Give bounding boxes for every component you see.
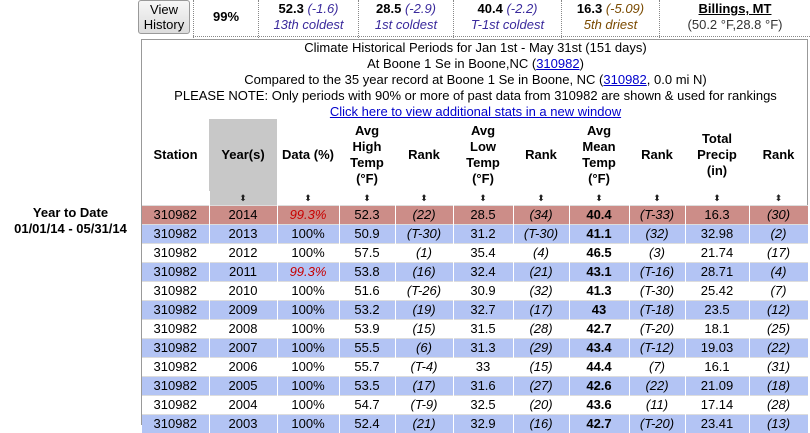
station-id-link[interactable]: 310982	[536, 56, 579, 71]
cell-total-precip: 16.1	[685, 358, 749, 377]
table-row	[142, 415, 808, 433]
cell-rank-precip: (12)	[749, 301, 808, 320]
cell-data-pct: 100%	[277, 415, 339, 433]
column-header-rank-high[interactable]: Rank	[395, 119, 453, 191]
cell-avg-low: 32.7	[453, 301, 513, 320]
station-line	[141, 56, 810, 72]
period-title: Year to Date	[0, 205, 141, 221]
cell-rank-mean: (T-18)	[629, 301, 685, 320]
coverage-value: 99%	[194, 0, 258, 34]
cell-rank-mean: (T-20)	[629, 415, 685, 433]
cell-rank-low: (32)	[513, 282, 569, 301]
cell-rank-mean: (T-33)	[629, 206, 685, 225]
column-header-avg-mean[interactable]: Avg Mean Temp (°F)	[569, 119, 629, 191]
cell-years: 2012	[209, 244, 277, 263]
cell-avg-mean: 42.6	[569, 377, 629, 396]
cell-years: 2013	[209, 225, 277, 244]
table-row	[142, 244, 808, 263]
cell-years: 2006	[209, 358, 277, 377]
view-history-button[interactable]: View History	[138, 0, 190, 34]
column-header-rank-mean[interactable]: Rank	[629, 119, 685, 191]
cell-station: 310982	[142, 396, 209, 415]
cell-total-precip: 32.98	[685, 225, 749, 244]
cell-avg-low: 31.3	[453, 339, 513, 358]
cell-rank-precip: (25)	[749, 320, 808, 339]
stat-rank: 13th coldest	[259, 17, 358, 33]
cell-rank-mean: (T-30)	[629, 282, 685, 301]
cell-avg-mean: 46.5	[569, 244, 629, 263]
cell-rank-high: (17)	[395, 377, 453, 396]
cell-avg-low: 31.5	[453, 320, 513, 339]
cell-rank-low: (34)	[513, 206, 569, 225]
sort-arrows-icon[interactable]: ⬍	[595, 194, 603, 202]
period-dates: 01/01/14 - 05/31/14	[0, 221, 141, 237]
cell-rank-precip: (13)	[749, 415, 808, 433]
sort-arrows-icon[interactable]: ⬍	[363, 194, 371, 202]
table-row	[142, 396, 808, 415]
cell-rank-low: (16)	[513, 415, 569, 433]
coverage-cell	[194, 0, 258, 36]
cell-avg-low: 32.9	[453, 415, 513, 433]
record-text-end: , 0.0 mi N)	[647, 72, 707, 87]
sort-arrows-icon[interactable]: ⬍	[479, 194, 487, 202]
cell-rank-mean: (22)	[629, 377, 685, 396]
stat-rank: 1st coldest	[359, 17, 453, 33]
cell-avg-mean: 41.1	[569, 225, 629, 244]
cell-avg-low: 31.6	[453, 377, 513, 396]
stat-value: 40.4	[478, 1, 503, 16]
cell-data-pct: 100%	[277, 377, 339, 396]
cell-avg-mean: 44.4	[569, 358, 629, 377]
cell-avg-low: 33	[453, 358, 513, 377]
table-row	[142, 225, 808, 244]
stat-mean	[454, 0, 561, 36]
cell-rank-high: (21)	[395, 415, 453, 433]
cell-data-pct: 100%	[277, 339, 339, 358]
stat-anomaly: (-2.2)	[506, 1, 537, 16]
cell-data-pct: 100%	[277, 301, 339, 320]
column-header-avg-high[interactable]: Avg High Temp (°F)	[339, 119, 395, 191]
cell-data-pct: 100%	[277, 244, 339, 263]
table-row	[142, 206, 808, 225]
table-row	[142, 377, 808, 396]
stat-precip	[562, 0, 659, 36]
cell-total-precip: 23.5	[685, 301, 749, 320]
cell-avg-high: 52.3	[339, 206, 395, 225]
cell-station: 310982	[142, 206, 209, 225]
cell-years: 2011	[209, 263, 277, 282]
stat-rank: 5th driest	[562, 17, 659, 33]
cell-station: 310982	[142, 415, 209, 433]
cell-station: 310982	[142, 263, 209, 282]
record-text: Compared to the 35 year record at Boone 1 Se in Boone, NC (	[244, 72, 603, 87]
data-note: PLEASE NOTE: Only periods with 90% or more of past data from 310982 are shown & used for rankings	[141, 88, 810, 104]
station-text: At Boone 1 Se in Boone,NC (	[367, 56, 536, 71]
cell-total-precip: 18.1	[685, 320, 749, 339]
cell-rank-mean: (3)	[629, 244, 685, 263]
cell-avg-high: 53.5	[339, 377, 395, 396]
cell-rank-mean: (T-20)	[629, 320, 685, 339]
station-text-end: )	[580, 56, 584, 71]
cell-rank-mean: (11)	[629, 396, 685, 415]
cell-station: 310982	[142, 320, 209, 339]
stat-high	[259, 0, 358, 36]
cell-rank-low: (T-30)	[513, 225, 569, 244]
cell-station: 310982	[142, 377, 209, 396]
column-header-rank-low[interactable]: Rank	[513, 119, 569, 191]
cell-rank-high: (22)	[395, 206, 453, 225]
cell-avg-high: 53.9	[339, 320, 395, 339]
table-row	[142, 339, 808, 358]
cell-rank-precip: (28)	[749, 396, 808, 415]
cell-data-pct: 100%	[277, 282, 339, 301]
cell-avg-high: 54.7	[339, 396, 395, 415]
cell-rank-high: (T-4)	[395, 358, 453, 377]
cell-rank-precip: (7)	[749, 282, 808, 301]
stat-low	[359, 0, 453, 36]
cell-rank-precip: (22)	[749, 339, 808, 358]
cell-rank-low: (17)	[513, 301, 569, 320]
record-line	[141, 72, 810, 88]
sort-arrows-icon[interactable]: ⬍	[420, 194, 428, 202]
additional-stats-link[interactable]: Click here to view additional stats in a new window	[330, 104, 621, 119]
cell-avg-mean: 41.3	[569, 282, 629, 301]
cell-rank-low: (21)	[513, 263, 569, 282]
cell-total-precip: 19.03	[685, 339, 749, 358]
cell-rank-mean: (7)	[629, 358, 685, 377]
cell-rank-low: (15)	[513, 358, 569, 377]
cell-data-pct: 99.3%	[277, 206, 339, 225]
cell-rank-mean: (T-12)	[629, 339, 685, 358]
cell-avg-mean: 42.7	[569, 320, 629, 339]
cell-years: 2009	[209, 301, 277, 320]
cell-avg-high: 55.7	[339, 358, 395, 377]
cell-station: 310982	[142, 339, 209, 358]
cell-avg-high: 51.6	[339, 282, 395, 301]
cell-total-precip: 23.41	[685, 415, 749, 433]
compare-station	[660, 0, 810, 36]
cell-data-pct: 99.3%	[277, 263, 339, 282]
stat-value: 28.5	[376, 1, 401, 16]
cell-rank-high: (15)	[395, 320, 453, 339]
cell-rank-precip: (18)	[749, 377, 808, 396]
table-row	[142, 282, 808, 301]
sort-arrows-icon[interactable]: ⬍	[713, 194, 721, 202]
cell-rank-mean: (32)	[629, 225, 685, 244]
sort-arrows-icon[interactable]: ⬍	[537, 194, 545, 202]
compare-station-normals: (50.2 °F,28.8 °F)	[660, 17, 810, 33]
cell-avg-high: 50.9	[339, 225, 395, 244]
table-row	[142, 320, 808, 339]
cell-data-pct: 100%	[277, 358, 339, 377]
cell-avg-high: 52.4	[339, 415, 395, 433]
cell-rank-low: (28)	[513, 320, 569, 339]
stat-value: 16.3	[577, 1, 602, 16]
sort-arrows-icon[interactable]: ⬍	[653, 194, 661, 202]
cell-rank-precip: (31)	[749, 358, 808, 377]
sort-arrows-icon[interactable]: ⬍	[304, 194, 312, 202]
cell-rank-precip: (30)	[749, 206, 808, 225]
stat-rank: T-1st coldest	[454, 17, 561, 33]
column-header-data-pct[interactable]: Data (%)	[277, 119, 339, 191]
column-header-station[interactable]: Station	[142, 119, 209, 191]
table-row	[142, 263, 808, 282]
cell-data-pct: 100%	[277, 320, 339, 339]
cell-station: 310982	[142, 282, 209, 301]
cell-years: 2003	[209, 415, 277, 433]
column-header-rank-precip[interactable]: Rank	[749, 119, 808, 191]
summary-bar	[0, 0, 810, 36]
cell-total-precip: 21.74	[685, 244, 749, 263]
cell-data-pct: 100%	[277, 225, 339, 244]
record-station-link[interactable]: 310982	[603, 72, 646, 87]
history-table	[142, 119, 809, 433]
cell-avg-mean: 43.6	[569, 396, 629, 415]
cell-avg-low: 30.9	[453, 282, 513, 301]
cell-avg-mean: 40.4	[569, 206, 629, 225]
cell-station: 310982	[142, 358, 209, 377]
cell-data-pct: 100%	[277, 396, 339, 415]
cell-avg-low: 32.4	[453, 263, 513, 282]
cell-avg-mean: 42.7	[569, 415, 629, 433]
table-row	[142, 301, 808, 320]
stat-anomaly: (-2.9)	[405, 1, 436, 16]
cell-rank-high: (T-9)	[395, 396, 453, 415]
cell-avg-low: 35.4	[453, 244, 513, 263]
cell-years: 2008	[209, 320, 277, 339]
cell-years: 2010	[209, 282, 277, 301]
cell-station: 310982	[142, 244, 209, 263]
cell-rank-precip: (17)	[749, 244, 808, 263]
cell-total-precip: 16.3	[685, 206, 749, 225]
cell-station: 310982	[142, 225, 209, 244]
cell-avg-high: 53.2	[339, 301, 395, 320]
cell-rank-high: (T-26)	[395, 282, 453, 301]
cell-avg-high: 55.5	[339, 339, 395, 358]
cell-avg-mean: 43.4	[569, 339, 629, 358]
cell-avg-low: 32.5	[453, 396, 513, 415]
cell-rank-low: (4)	[513, 244, 569, 263]
cell-avg-low: 28.5	[453, 206, 513, 225]
period-heading: Climate Historical Periods for Jan 1st - May 31st (151 days)	[141, 40, 810, 56]
cell-years: 2007	[209, 339, 277, 358]
cell-rank-precip: (2)	[749, 225, 808, 244]
stat-anomaly: (-5.09)	[606, 1, 644, 16]
cell-rank-low: (27)	[513, 377, 569, 396]
cell-years: 2005	[209, 377, 277, 396]
cell-years: 2004	[209, 396, 277, 415]
sort-arrows-icon[interactable]: ⬍	[239, 194, 247, 202]
cell-rank-high: (19)	[395, 301, 453, 320]
cell-rank-low: (20)	[513, 396, 569, 415]
stat-anomaly: (-1.6)	[307, 1, 338, 16]
cell-avg-mean: 43.1	[569, 263, 629, 282]
cell-rank-low: (29)	[513, 339, 569, 358]
sort-arrows-icon[interactable]: ⬍	[775, 194, 783, 202]
cell-total-precip: 17.14	[685, 396, 749, 415]
cell-total-precip: 28.71	[685, 263, 749, 282]
cell-rank-high: (16)	[395, 263, 453, 282]
cell-years: 2014	[209, 206, 277, 225]
cell-avg-high: 57.5	[339, 244, 395, 263]
cell-avg-high: 53.8	[339, 263, 395, 282]
table-row	[142, 358, 808, 377]
cell-rank-mean: (T-16)	[629, 263, 685, 282]
cell-total-precip: 21.09	[685, 377, 749, 396]
column-header-avg-low[interactable]: Avg Low Temp (°F)	[453, 119, 513, 191]
cell-rank-high: (T-30)	[395, 225, 453, 244]
compare-station-link[interactable]: Billings, MT	[699, 1, 772, 16]
cell-rank-high: (1)	[395, 244, 453, 263]
cell-rank-high: (6)	[395, 339, 453, 358]
column-header-total-precip[interactable]: Total Precip (in)	[685, 119, 749, 191]
cell-rank-precip: (4)	[749, 263, 808, 282]
cell-total-precip: 25.42	[685, 282, 749, 301]
cell-avg-mean: 43	[569, 301, 629, 320]
cell-station: 310982	[142, 301, 209, 320]
cell-avg-low: 31.2	[453, 225, 513, 244]
stat-value: 52.3	[279, 1, 304, 16]
column-header-years[interactable]: Year(s)	[209, 119, 277, 191]
